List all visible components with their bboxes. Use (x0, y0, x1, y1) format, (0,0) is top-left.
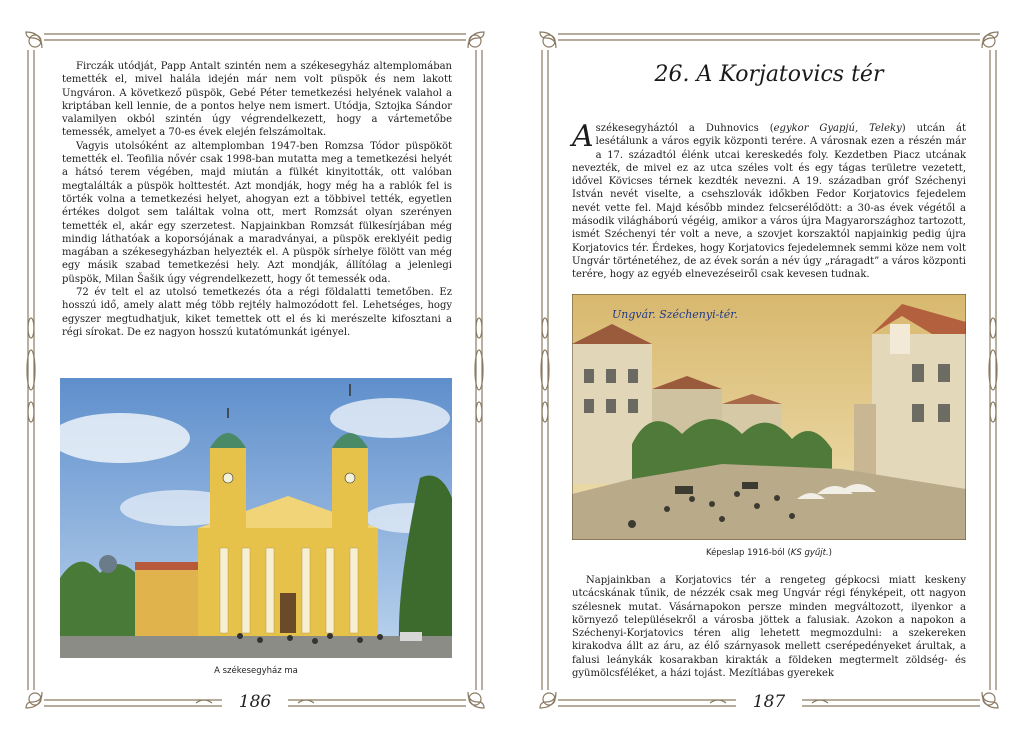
left-page (22, 28, 488, 712)
right-page (536, 28, 1002, 712)
postcard-image (572, 294, 966, 540)
left-body-text (62, 60, 452, 339)
paragraph: Napjainkban a Korjatovics tér a rengeteg gépkocsi miatt keskeny utcácskának tűnik, de nézzék csak meg Ungvár régi fényképeit, ott nagyon szélesnek mutat. Vásárnapokon persze minden megváltozott, ilyenkor a környező településekről a városba jöttek a falusiak. Azokon a napokon a Széchenyi-Korjatovics téren alig lehetett megmozdulni: a szekereken kirakodva állt az áru, az élő szárnyasok mellett cserépedényeket árultak, a falusi leánykák kosarakban kirakták a földeken megtermelt zöldség- és gyümölcsféléket, a házi tojást. Mezítlábas gyerekek (572, 575, 966, 680)
paragraph: 72 év telt el az utolsó temetkezés óta a régi földalatti temetőben. Ez hosszú idő, amely alatt még több rejtély halmozódott fel. Lehetséges, hogy egyszer megtudhatjuk, kiket temettek ott el és ki merészelte kifosztani a régi sírokat. De ez nagyon hosszú kutatómunkát igényel. (62, 287, 452, 338)
caption-plain: Képeslap 1916-ból ( (706, 548, 791, 558)
postcard-inscription: Ungvár. Széchenyi-tér. (612, 308, 738, 321)
caption-italic: KS gyűjt. (790, 548, 829, 558)
intro-lead: székesegyháztól a Duhnovics ( (595, 123, 774, 134)
caption-end: ) (828, 548, 832, 558)
chapter-title: 26. A Korjatovics tér (654, 62, 884, 87)
drop-cap: A (572, 119, 594, 154)
paragraph: Firczák utódját, Papp Antalt szintén nem a székesegyház altemplomában temették el, mivel halála idején már nem volt püspök és nem lakott Ungváron. A következő püspök, Gebé Péter temetkezési helyének valahol a kriptában kell lennie, de a pontos helye nem ismert. Utódja, Sztojka Sándor valamilyen okból szintén úgy végrendelkezett, hogy a vártemetőbe temessék, amelyet a 70-es évek elején felszámoltak. (62, 61, 452, 139)
cathedral-photo (60, 378, 452, 658)
page-number: 187 (752, 692, 786, 712)
postcard-caption (572, 548, 966, 558)
right-intro-text (572, 119, 966, 282)
right-body-text (572, 574, 966, 680)
paragraph: Vagyis utolsóként az altemplomban 1947-ben Romzsa Tódor püspököt temették el. Teofilia nővér csak 1998-ban mutatta meg a temetkezési helyét a hátsó terem végében, majd miután a fülkét kinyitották, ott valóban megtalálták a püspök holttestét. Azt mondják, hogy még ha a rablók fel is törték volna a temetkezési helyet, ahogyan ezt a többivel tették, egyetlen értékes dolgot sem találtak volna ott, mert Romzsát olyan szerényen temették el, akár egy szerzetest. Napjainkban Romzsát fülkesírjában még mindig láthatóak a koporsójának a maradványai, a püspök ereklyéit pedig magában a székesegyházban helyezték el. A püspök sírhelye fölött van még egy másik szabad temetkezési hely. Azt mondják, állítólag a jelenlegi püspök, Milan Šašik úgy végrendelkezett, hogy őt temessék oda. (62, 140, 452, 285)
intro-paragraph (572, 119, 966, 282)
photo-caption: A székesegyház ma (214, 666, 298, 676)
intro-italic: egykor Gyapjú, Teleky (773, 123, 902, 134)
intro-rest: ) utcán át lesétálunk a város egyik központi terére. A városnak ezen a részén már a 17. századtól élénk utcai kereskedés foly. Kezdetben Piacz utcának nevezték, de mivel ez az utca széles volt és egy tágas területre vezetett, idővel Kövicses térnek kezdték nevezni. A 19. században gróf Széchenyi István nevét viselte, a csehszlovák időkben Fedor Korjatovics fejedelem nevét vette fel. Majd később mindez felcserélődött: a 30-as évek végétől a második világháború végéig, amikor a város újra Magyarországhoz tartozott, ismét Széchenyi tér volt a neve, a szovjet korszaktól napjainkig pedig újra Korjatovics tér. Érdekes, hogy Korjatovics fejedelemnek semmi köze nem volt Ungvár történetéhez, de az évek során a név úgy „ráragadt” a város központi terére, hogy az egyéb elnevezéseiről csak kevesen tudnak. (572, 123, 966, 281)
page-number: 186 (238, 692, 272, 712)
